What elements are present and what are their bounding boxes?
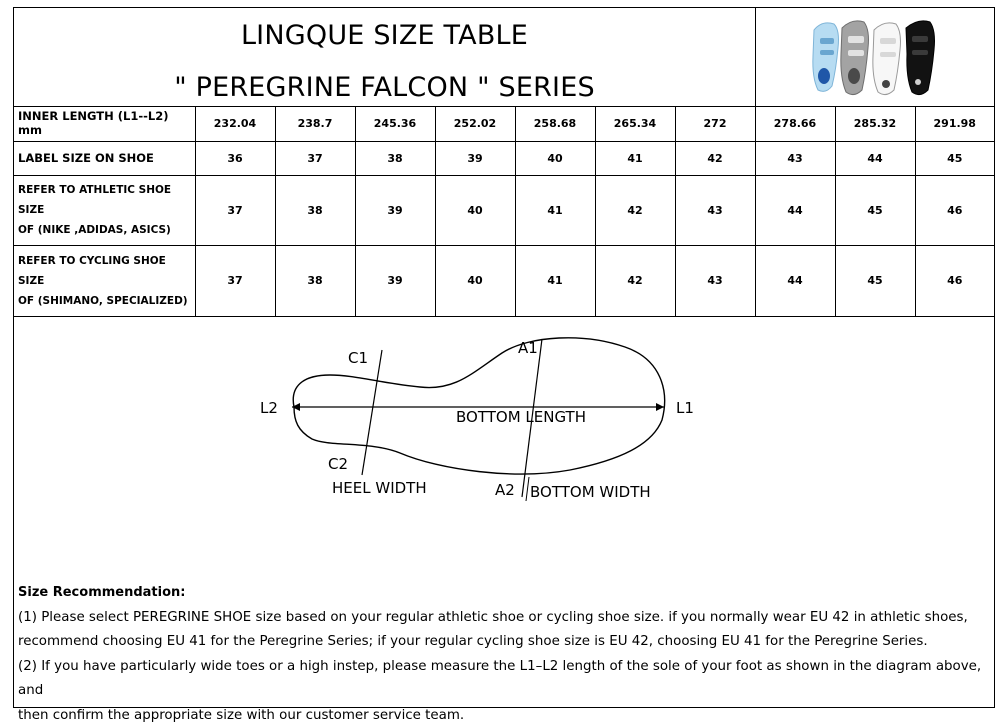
table-cell: 37 <box>195 175 275 245</box>
table-cell: 40 <box>435 245 515 316</box>
table-cell: 40 <box>515 141 595 175</box>
row-header <box>14 175 195 245</box>
label-a2: A2 <box>495 481 515 499</box>
table-cell: 45 <box>835 175 915 245</box>
label-bottom-width: BOTTOM WIDTH <box>530 483 651 501</box>
recommendation-line: recommend choosing EU 41 for the Peregrine Series; if your regular cycling shoe size is EU 42, choosing EU 41 for the Peregrine Series. <box>18 630 988 655</box>
table-cell: 285.32 <box>835 106 915 141</box>
table-row <box>14 141 994 175</box>
table-cell: 39 <box>435 141 515 175</box>
table-cell: 36 <box>195 141 275 175</box>
table-cell: 42 <box>675 141 755 175</box>
table-row <box>14 245 994 316</box>
table-cell: 245.36 <box>355 106 435 141</box>
table-row <box>14 106 994 141</box>
table-cell: 39 <box>355 245 435 316</box>
row-header-line: REFER TO CYCLING SHOE SIZE <box>18 255 166 287</box>
label-heel-width: HEEL WIDTH <box>332 479 427 497</box>
label-a1: A1 <box>518 339 538 357</box>
table-cell: 272 <box>675 106 755 141</box>
label-c1: C1 <box>348 349 368 367</box>
row-header: INNER LENGTH (L1--L2) mm <box>14 106 195 141</box>
table-cell: 238.7 <box>275 106 355 141</box>
table-cell: 43 <box>755 141 835 175</box>
label-l2: L2 <box>260 399 278 417</box>
recommendation-line: (2) If you have particularly wide toes or a high instep, please measure the L1–L2 length of the sole of your foot as shown in the diagram above, and <box>18 655 988 704</box>
table-cell: 41 <box>595 141 675 175</box>
table-cell: 41 <box>515 245 595 316</box>
table-cell: 38 <box>275 245 355 316</box>
table-cell: 44 <box>755 175 835 245</box>
table-cell: 43 <box>675 175 755 245</box>
shoe-grey <box>841 21 869 95</box>
row-header: LABEL SIZE ON SHOE <box>14 141 195 175</box>
table-cell: 291.98 <box>915 106 994 141</box>
recommendation-line: then confirm the appropriate size with our customer service team. <box>18 704 988 728</box>
row-header-line: OF (SHIMANO, SPECIALIZED) <box>18 295 188 307</box>
row-header-line: OF (NIKE ,ADIDAS, ASICS) <box>18 224 171 236</box>
table-cell: 265.34 <box>595 106 675 141</box>
series-title: " PEREGRINE FALCON " SERIES <box>14 72 755 103</box>
table-cell: 232.04 <box>195 106 275 141</box>
table-cell: 39 <box>355 175 435 245</box>
table-cell: 41 <box>515 175 595 245</box>
table-cell: 43 <box>675 245 755 316</box>
table-cell: 38 <box>355 141 435 175</box>
table-cell: 45 <box>835 245 915 316</box>
table-cell: 38 <box>275 175 355 245</box>
row-header-line: REFER TO ATHLETIC SHOE SIZE <box>18 184 171 216</box>
table-cell: 278.66 <box>755 106 835 141</box>
table-cell: 46 <box>915 245 994 316</box>
table-cell: 44 <box>835 141 915 175</box>
size-table <box>14 106 994 317</box>
label-bottom-length: BOTTOM LENGTH <box>456 408 586 426</box>
table-cell: 37 <box>275 141 355 175</box>
label-c2: C2 <box>328 455 348 473</box>
size-recommendation <box>18 581 988 728</box>
title-box <box>14 8 756 106</box>
recommendation-heading: Size Recommendation: <box>18 581 988 606</box>
page-title: LINGQUE SIZE TABLE <box>14 20 755 51</box>
foot-measurement-diagram <box>240 325 720 525</box>
product-image <box>756 8 994 106</box>
table-cell: 45 <box>915 141 994 175</box>
row-header <box>14 245 195 316</box>
table-cell: 40 <box>435 175 515 245</box>
recommendation-line: (1) Please select PEREGRINE SHOE size based on your regular athletic shoe or cycling shoe size. if you normally wear EU 42 in athletic shoes, <box>18 606 988 631</box>
table-cell: 42 <box>595 175 675 245</box>
table-cell: 37 <box>195 245 275 316</box>
table-cell: 44 <box>755 245 835 316</box>
bottom-width-tick <box>526 477 529 501</box>
table-cell: 42 <box>595 245 675 316</box>
table-cell: 258.68 <box>515 106 595 141</box>
table-cell: 252.02 <box>435 106 515 141</box>
header <box>14 8 994 107</box>
table-row <box>14 175 994 245</box>
l1-arrow-icon <box>656 403 664 411</box>
table-cell: 46 <box>915 175 994 245</box>
cycling-shoes-photo-icon <box>756 8 994 106</box>
shoe-white <box>873 23 901 95</box>
label-l1: L1 <box>676 399 694 417</box>
heel-width-line <box>362 350 382 475</box>
shoe-black <box>906 21 935 95</box>
shoe-blue <box>813 23 839 91</box>
